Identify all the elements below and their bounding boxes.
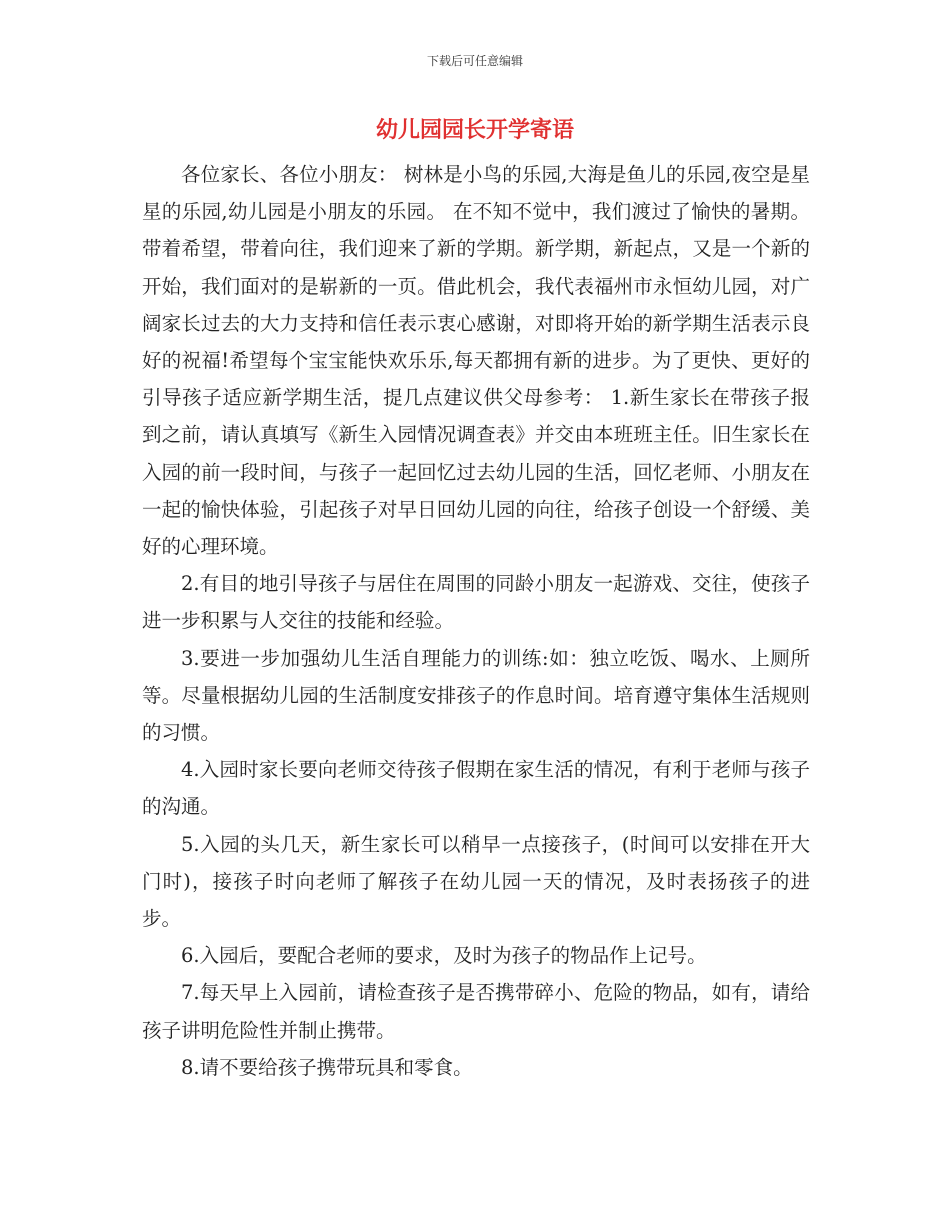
paragraph: 4.入园时家长要向老师交待孩子假期在家生活的情况，有利于老师与孩子的沟通。: [142, 758, 810, 819]
paragraph: 6.入园后，要配合老师的要求，及时为孩子的物品作上记号。: [181, 944, 707, 968]
paragraph: 8.请不要给孩子携带玩具和零食。: [181, 1055, 473, 1079]
header-note: 下载后可任意编辑: [426, 54, 523, 68]
paragraph: 7.每天早上入园前，请检查孩子是否携带碎小、危险的物品，如有，请给孩子讲明危险性并制止携带。: [142, 981, 810, 1042]
document-body: [142, 156, 810, 1086]
paragraph: 2.有目的地引导孩子与居住在周围的同龄小朋友一起游戏、交往，使孩子进一步积累与人交往的技能和经验。: [142, 572, 810, 633]
paragraph: 各位家长、各位小朋友： 树林是小鸟的乐园,大海是鱼儿的乐园,夜空是星星的乐园,幼儿园是小朋友的乐园。 在不知不觉中，我们渡过了愉快的暑期。带着希望，带着向往，我们迎来了新的学期。新学期，新起点，又是一个新的开始，我们面对的是崭新的一页。借此机会，我代表福州市永恒幼儿园，对广阔家长过去的大力支持和信任表示衷心感谢，对即将开始的新学期生活表示良好的祝福!希望每个宝宝能快欢乐乐,每天都拥有新的进步。为了更快、更好的引导孩子适应新学期生活，提几点建议供父母参考： 1.新生家长在带孩子报到之前，请认真填写《新生入园情况调查表》并交由本班班主任。旧生家长在入园的前一段时间，与孩子一起回忆过去幼儿园的生活，回忆老师、小朋友在一起的愉快体验，引起孩子对早日回幼儿园的向往，给孩子创设一个舒缓、美好的心理环境。: [142, 163, 810, 559]
paragraph: 5.入园的头几天，新生家长可以稍早一点接孩子，(时间可以安排在开大门时)，接孩子时向老师了解孩子在幼儿园一天的情况，及时表扬孩子的进步。: [142, 832, 810, 931]
paragraph: 3.要进一步加强幼儿生活自理能力的训练:如：独立吃饭、喝水、上厕所等。尽量根据幼儿园的生活制度安排孩子的作息时间。培育遵守集体生活规则的习惯。: [142, 646, 810, 745]
document-title: 幼儿园园长开学寄语: [375, 117, 574, 143]
